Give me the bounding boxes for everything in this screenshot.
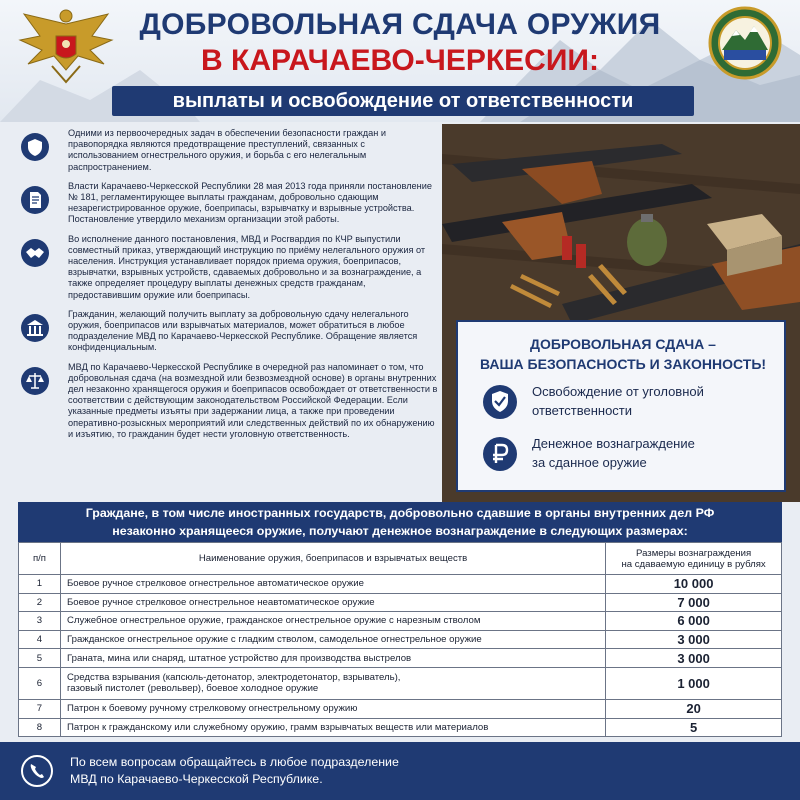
shield-check-icon bbox=[482, 384, 518, 420]
table-row bbox=[19, 593, 782, 612]
header bbox=[0, 0, 800, 122]
footer-line-1: По всем вопросам обращайтесь в любое подразделение bbox=[70, 755, 399, 769]
info-item bbox=[14, 234, 438, 301]
info-text: Одними из первоочередных задач в обеспечении безопасности граждан и правопорядка являются предотвращение преступлений, связанных с использованием огнестрельного оружия, и борьба с его нелегальным распространением. bbox=[68, 128, 386, 172]
benefit-item bbox=[482, 434, 782, 474]
benefit-title-line-2: ВАША БЕЗОПАСНОСТЬ И ЗАКОННОСТЬ! bbox=[479, 356, 767, 372]
row-name-line-1: Средства взрывания (капсюль-детонатор, электродетонатор, взрыватель), bbox=[66, 672, 401, 684]
benefit-text-line-2: за сданное оружие bbox=[532, 455, 647, 470]
header-value bbox=[606, 543, 782, 575]
row-value: 6 000 bbox=[606, 612, 782, 631]
benefit-text-line-1: Денежное вознаграждение bbox=[532, 436, 695, 451]
phone-icon bbox=[20, 754, 54, 788]
row-num: 3 bbox=[19, 612, 61, 631]
row-num: 2 bbox=[19, 593, 61, 612]
table-row bbox=[19, 649, 782, 668]
row-name: Гражданское огнестрельное оружие с гладким стволом, самодельное огнестрельное оружие bbox=[60, 630, 605, 649]
benefit-title bbox=[458, 334, 788, 374]
table-heading-line-1: Граждане, в том числе иностранных государств, добровольно сдавшие в органы внутренних дел РФ bbox=[85, 506, 715, 520]
table-row bbox=[19, 699, 782, 718]
info-item bbox=[14, 362, 438, 440]
row-num: 8 bbox=[19, 718, 61, 737]
info-text: МВД по Карачаево-Черкесской Республике в очередной раз напоминает о том, что добровольная сдача (на возмездной или безвозмездной основе) в органы внутренних дел незаконно хранящегося оружия и боеприпасов освобождает от ответственности в соответствии с действующим законодательством Российской Федерации. Если указанные предметы изъяты при задержании лица, а также при проведении оперативно-розыскных мероприятий или следственных действий по их обнаружению и изъятию, то гражданин будет нести уголовную ответственность. bbox=[68, 361, 438, 439]
handshake-icon bbox=[20, 238, 50, 268]
footer bbox=[0, 742, 800, 800]
benefit-text bbox=[532, 382, 782, 420]
header-value-line-2: на сдаваемую единицу в рублях bbox=[621, 558, 766, 570]
subtitle: выплаты и освобождение от ответственности bbox=[172, 90, 634, 112]
rewards-table bbox=[18, 542, 782, 737]
benefit-text-line-2: ответственности bbox=[532, 403, 633, 418]
info-section bbox=[14, 128, 438, 448]
header-value-line-1: Размеры вознаграждения bbox=[636, 547, 752, 559]
benefit-title-line-1: ДОБРОВОЛЬНАЯ СДАЧА – bbox=[530, 336, 716, 352]
row-num: 5 bbox=[19, 649, 61, 668]
row-num: 4 bbox=[19, 630, 61, 649]
row-value: 3 000 bbox=[606, 649, 782, 668]
title-line-1: ДОБРОВОЛЬНАЯ СДАЧА ОРУЖИЯ bbox=[139, 8, 661, 41]
table-row bbox=[19, 667, 782, 699]
info-item bbox=[14, 128, 438, 173]
table-row bbox=[19, 575, 782, 594]
row-num: 1 bbox=[19, 575, 61, 594]
scales-icon bbox=[20, 366, 50, 396]
row-name: Патрон к гражданскому или служебному оружию, грамм взрывчатых веществ или материалов bbox=[60, 718, 605, 737]
ruble-icon bbox=[482, 436, 518, 472]
row-value: 10 000 bbox=[606, 575, 782, 594]
info-text: Гражданин, желающий получить выплату за добровольную сдачу нелегального оружия, боеприпасов или взрывчатых материалов, может обратиться в любое подразделение МВД по Карачаево-Черкесской Республике. Обращение является конфиденциальным. bbox=[68, 308, 418, 353]
info-text: Во исполнение данного постановления, МВД и Росгвардия по КЧР выпустили совместный приказ, утверждающий инструкцию по приёму нелегального оружия от населения. Инструкция устанавливает порядок приема оружия, боеприпасов, взрывчатки, взрывных устройств, сдаваемых добровольно и за вознаграждение, а также определяет процедуру выплаты денежных средств гражданам, предоставившим оружие или боеприпасы. bbox=[68, 233, 426, 300]
row-num: 6 bbox=[19, 667, 61, 699]
info-text: Власти Карачаево-Черкесской Республики 28 мая 2013 года приняли постановление № 181, регламентирующее выплаты гражданам, добровольно сдающим незарегистрированное оружие, боеприпасы, взрывчатку и взрывные устройства. Постановление утвердило механизм организации этой работы. bbox=[68, 180, 432, 225]
row-value: 7 000 bbox=[606, 593, 782, 612]
row-value: 3 000 bbox=[606, 630, 782, 649]
footer-line-2: МВД по Карачаево-Черкесской Республике. bbox=[70, 772, 323, 786]
table-header-row bbox=[19, 543, 782, 575]
row-value: 5 bbox=[606, 718, 782, 737]
title-line-2: В КАРАЧАЕВО-ЧЕРКЕСИИ: bbox=[201, 44, 599, 77]
table-row bbox=[19, 630, 782, 649]
shield-icon bbox=[20, 132, 50, 162]
row-value: 20 bbox=[606, 699, 782, 718]
building-icon bbox=[20, 313, 50, 343]
row-name: Боевое ручное стрелковое огнестрельное автоматическое оружие bbox=[60, 575, 605, 594]
benefit-box bbox=[456, 320, 786, 492]
row-value: 1 000 bbox=[606, 667, 782, 699]
row-num: 7 bbox=[19, 699, 61, 718]
row-name-line-2: газовый пистолет (револьвер), боевое холодное оружие bbox=[66, 683, 319, 695]
row-name: Патрон к боевому ручному стрелковому огнестрельному оружию bbox=[60, 699, 605, 718]
table-heading bbox=[18, 502, 782, 542]
benefit-text bbox=[532, 434, 782, 472]
info-item bbox=[14, 181, 438, 226]
row-name: Граната, мина или снаряд, штатное устройство для производства выстрелов bbox=[60, 649, 605, 668]
row-name bbox=[60, 667, 605, 699]
header-name: Наименование оружия, боеприпасов и взрывчатых веществ bbox=[60, 543, 605, 575]
header-num: п/п bbox=[19, 543, 61, 575]
info-item bbox=[14, 309, 438, 354]
table-row bbox=[19, 612, 782, 631]
document-icon bbox=[20, 185, 50, 215]
table-heading-line-2: незаконно хранящееся оружие, получают денежное вознаграждение в следующих размерах: bbox=[112, 524, 688, 538]
benefit-item bbox=[482, 382, 782, 422]
benefit-text-line-1: Освобождение от уголовной bbox=[532, 384, 704, 399]
row-name: Служебное огнестрельное оружие, гражданское огнестрельное оружие с нарезным стволом bbox=[60, 612, 605, 631]
table-row bbox=[19, 718, 782, 737]
footer-text bbox=[70, 754, 770, 788]
row-name: Боевое ручное стрелковое огнестрельное неавтоматическое оружие bbox=[60, 593, 605, 612]
